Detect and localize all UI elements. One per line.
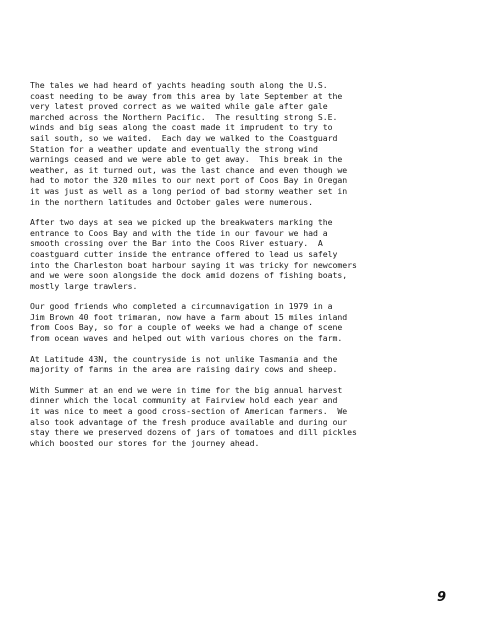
text-line: into the Charleston boat harbour saying it was tricky for newcomers [30, 259, 357, 270]
paragraph [30, 385, 450, 449]
text-line: had to motor the 320 miles to our next port of Coos Bay in Oregan [30, 175, 348, 186]
text-line: it was just as well as a long period of bad stormy weather set in [30, 185, 348, 196]
text-line: weather, as it turned out, was the last chance and even though we [30, 164, 348, 175]
paragraph [30, 217, 450, 291]
text-line: At Latitude 43N, the countryside is not unlike Tasmania and the [30, 353, 338, 364]
text-line: sail south, so we waited. Each day we walked to the Coastguard [30, 132, 338, 143]
body-text [30, 80, 450, 458]
text-line: also took advantage of the fresh produce available and during our [30, 416, 348, 427]
page-number: 9 [437, 590, 447, 605]
text-line: marched across the Northern Pacific. The resulting strong S.E. [30, 111, 338, 122]
text-line: it was nice to meet a good cross-section of American farmers. We [30, 406, 348, 417]
text-line: warnings ceased and we were able to get away. This break in the [30, 154, 343, 165]
text-line: in the northern latitudes and October gales were numerous. [30, 196, 313, 207]
text-line: dinner which the local community at Fairview hold each year and [30, 395, 338, 406]
text-line: smooth crossing over the Bar into the Coos River estuary. A [30, 238, 323, 249]
text-line: After two days at sea we picked up the breakwaters marking the [30, 217, 333, 228]
paragraph [30, 354, 450, 375]
text-line: stay there we preserved dozens of jars of tomatoes and dill pickles [30, 427, 357, 438]
text-line: Jim Brown 40 foot trimaran, now have a farm about 15 miles inland [30, 311, 348, 322]
text-line: Station for a weather update and eventually the strong wind [30, 143, 318, 154]
text-line: from Coos Bay, so for a couple of weeks we had a change of scene [30, 322, 343, 333]
text-line: from ocean waves and helped out with various chores on the farm. [30, 333, 343, 344]
text-line: With Summer at an end we were in time for the big annual harvest [30, 384, 343, 395]
text-line: winds and big seas along the coast made it imprudent to try to [30, 122, 333, 133]
text-line: coast needing to be away from this area by late September at the [30, 90, 343, 101]
text-line: and we were soon alongside the dock amid dozens of fishing boats, [30, 270, 348, 281]
paragraph [30, 301, 450, 343]
text-line: very latest proved correct as we waited while gale after gale [30, 101, 328, 112]
text-line: entrance to Coos Bay and with the tide in our favour we had a [30, 227, 328, 238]
text-line: majority of farms in the area are raising dairy cows and sheep. [30, 364, 338, 375]
text-line: which boosted our stores for the journey ahead. [30, 437, 260, 448]
text-line: The tales we had heard of yachts heading south along the U.S. [30, 80, 328, 90]
text-line: Our good friends who completed a circumnavigation in 1979 in a [30, 301, 333, 312]
text-line: mostly large trawlers. [30, 280, 138, 291]
text-line: coastguard cutter inside the entrance offered to lead us safely [30, 248, 338, 259]
paragraph [30, 80, 450, 207]
